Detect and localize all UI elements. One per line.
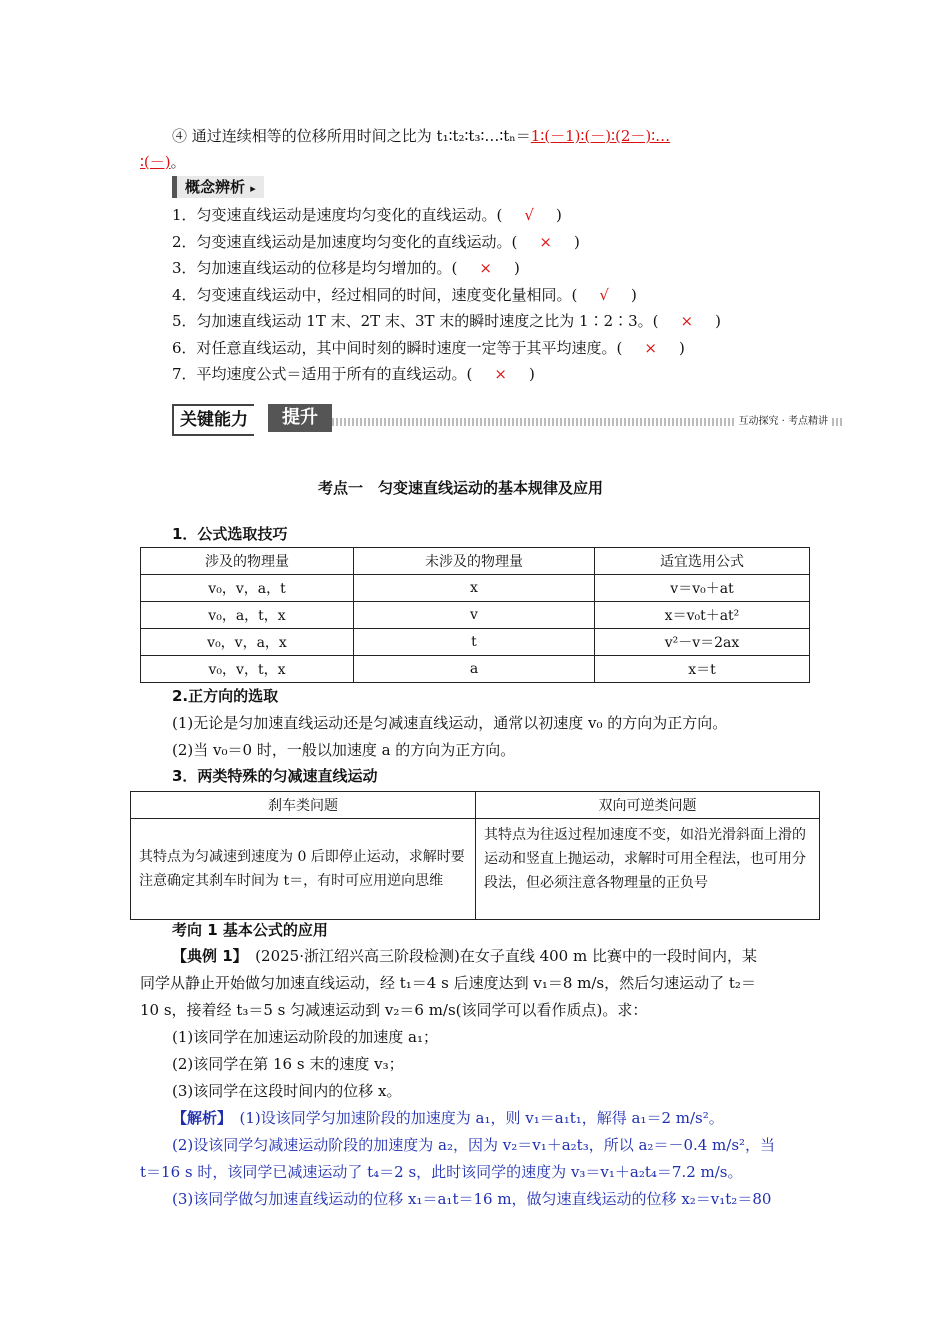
concept-text: 4．匀变速直线运动中，经过相同的时间，速度变化量相同。(	[172, 285, 578, 304]
cross-mark: ×	[680, 312, 694, 330]
section-banner	[172, 404, 842, 434]
concept-item	[172, 232, 580, 252]
close-paren: )	[528, 365, 535, 383]
table-row	[141, 629, 810, 656]
concept-item	[172, 338, 685, 358]
heading-3: 3．两类特殊的匀减速直线运动	[172, 767, 378, 785]
concept-item	[172, 311, 721, 331]
question-3: (3)该同学在这段时间内的位移 x。	[172, 1082, 402, 1100]
question-1: (1)该同学在加速运动阶段的加速度 a₁；	[172, 1028, 438, 1046]
table-row	[141, 602, 810, 629]
concept-text: 7．平均速度公式＝适用于所有的直线运动。(	[172, 365, 473, 383]
flag-icon: ▸	[250, 182, 256, 195]
t1-cell: t	[354, 629, 595, 656]
concept-text: 6．对任意直线运动，其中间时刻的瞬时速度一定等于其平均速度。(	[172, 338, 623, 357]
close-paren: )	[513, 259, 520, 277]
cross-mark: ×	[479, 259, 492, 277]
item4-line-2	[140, 152, 186, 172]
section-title: 考点一 匀变速直线运动的基本规律及应用	[318, 479, 604, 497]
cross-mark: ×	[644, 338, 657, 357]
t1-cell: a	[354, 656, 595, 683]
t1-cell: x＝v₀t＋at²	[595, 602, 810, 629]
table-row	[131, 819, 820, 920]
item4-text: ④ 通过连续相等的位移所用时间之比为 t₁∶t₂∶t₃∶…∶tₙ＝	[172, 127, 531, 145]
t1-header-2: 适宜选用公式	[595, 548, 810, 575]
t1-cell: v	[354, 602, 595, 629]
t2-right-cell: 其特点为往返过程加速度不变，如沿光滑斜面上滑的运动和竖直上抛运动，求解时可用全程法，也可用分段法，但必须注意各物理量的正负号	[476, 819, 820, 920]
t1-cell: v₀，v，a，x	[141, 629, 354, 656]
formula-table	[140, 547, 810, 683]
concept-item	[172, 285, 637, 305]
concept-text: 1．匀变速直线运动是速度均匀变化的直线运动。(	[172, 206, 503, 224]
t1-header-1: 未涉及的物理量	[354, 548, 595, 575]
item4-end: 。	[170, 153, 186, 171]
banner-subtitle: 互动探究 · 考点精讲	[734, 412, 832, 427]
item4-line	[172, 126, 670, 146]
concept-tag-label: 概念辨析	[185, 178, 246, 196]
close-paren: )	[678, 338, 685, 357]
solution-line-4: (3)该同学做匀加速直线运动的位移 x₁＝a₁t＝16 m，做匀速直线运动的位移 x₂＝v₁t₂＝80	[172, 1190, 772, 1208]
example-line-2: 同学从静止开始做匀加速直线运动，经 t₁＝4 s 后速度达到 v₁＝8 m/s，然后匀速运动了 t₂＝	[140, 974, 756, 992]
close-paren: )	[715, 312, 721, 330]
t1-cell: x	[354, 575, 595, 602]
example-line-3: 10 s，接着经 t₃＝5 s 匀减速运动到 v₂＝6 m/s(该同学可以看作质点)。求：	[140, 1001, 648, 1019]
item4-answer: 1∶(－1)∶(－)∶(2－)∶…	[530, 127, 671, 145]
banner-accent: 提升	[268, 404, 332, 432]
check-mark: √	[599, 285, 609, 304]
solution-line-1	[172, 1108, 724, 1128]
t2-header-0: 刹车类问题	[131, 792, 476, 819]
close-paren: )	[555, 206, 562, 224]
t2-header-1: 双向可逆类问题	[476, 792, 820, 819]
t1-cell: v₀，v，a，t	[141, 575, 354, 602]
solution-line-2: (2)设该同学匀减速运动阶段的加速度为 a₂，因为 v₂＝v₁＋a₂t₃，所以 a₂＝－0.4 m/s²，当	[172, 1136, 776, 1154]
concept-item	[172, 205, 562, 225]
t1-cell: v²－v＝2ax	[595, 629, 810, 656]
cross-mark: ×	[539, 232, 552, 251]
concept-item	[172, 364, 535, 384]
concept-tag	[172, 176, 264, 198]
close-paren: )	[630, 285, 637, 304]
close-paren: )	[573, 232, 580, 251]
check-mark: √	[524, 206, 534, 224]
h2-paragraph-2: (2)当 v₀＝0 时，一般以加速度 a 的方向为正方向。	[172, 741, 516, 759]
kaoxiang-title: 考向 1 基本公式的应用	[172, 921, 328, 939]
t1-header-0: 涉及的物理量	[141, 548, 354, 575]
solution-label: 【解析】	[172, 1109, 225, 1127]
solution-line-3: t＝16 s 时，该同学已减速运动了 t₄＝2 s，此时该同学的速度为 v₃＝v₁＋a₂t₄＝7.2 m/s。	[140, 1163, 743, 1181]
table-row	[141, 575, 810, 602]
motion-type-table	[130, 791, 820, 920]
question-2: (2)该同学在第 16 s 末的速度 v₃；	[172, 1055, 404, 1073]
t2-left-cell: 其特点为匀减速到速度为 0 后即停止运动，求解时要注意确定其刹车时间为 t＝，有时可应用逆向思维	[131, 819, 476, 920]
t1-cell: x＝t	[595, 656, 810, 683]
concept-text: 3．匀加速直线运动的位移是均匀增加的。(	[172, 259, 458, 277]
concept-text: 2．匀变速直线运动是加速度均匀变化的直线运动。(	[172, 232, 518, 251]
cross-mark: ×	[494, 365, 507, 383]
example-label: 【典例 1】	[172, 947, 241, 965]
table-row	[141, 656, 810, 683]
heading-1: 1．公式选取技巧	[172, 525, 288, 543]
h2-paragraph-1: (1)无论是匀加速直线运动还是匀减速直线运动，通常以初速度 v₀ 的方向为正方向。	[172, 714, 728, 732]
example-line-1	[172, 946, 757, 966]
concept-text: 5．匀加速直线运动 1T 末、2T 末、3T 末的瞬时速度之比为 1∶2∶3。(	[172, 312, 659, 330]
item4-answer-cont: ∶(－)	[140, 153, 171, 171]
concept-item	[172, 258, 520, 278]
solution-text-1: (1)设该同学匀加速阶段的加速度为 a₁，则 v₁＝a₁t₁，解得 a₁＝2 m/s²。	[224, 1109, 724, 1127]
t1-cell: v₀，a，t，x	[141, 602, 354, 629]
t1-cell: v＝v₀＋at	[595, 575, 810, 602]
banner-main: 关键能力	[172, 404, 254, 436]
heading-2: 2.正方向的选取	[172, 687, 279, 705]
t1-cell: v₀，v，t，x	[141, 656, 354, 683]
example-text-1: (2025·浙江绍兴高三阶段检测)在女子直线 400 m 比赛中的一段时间内，某	[240, 947, 757, 965]
